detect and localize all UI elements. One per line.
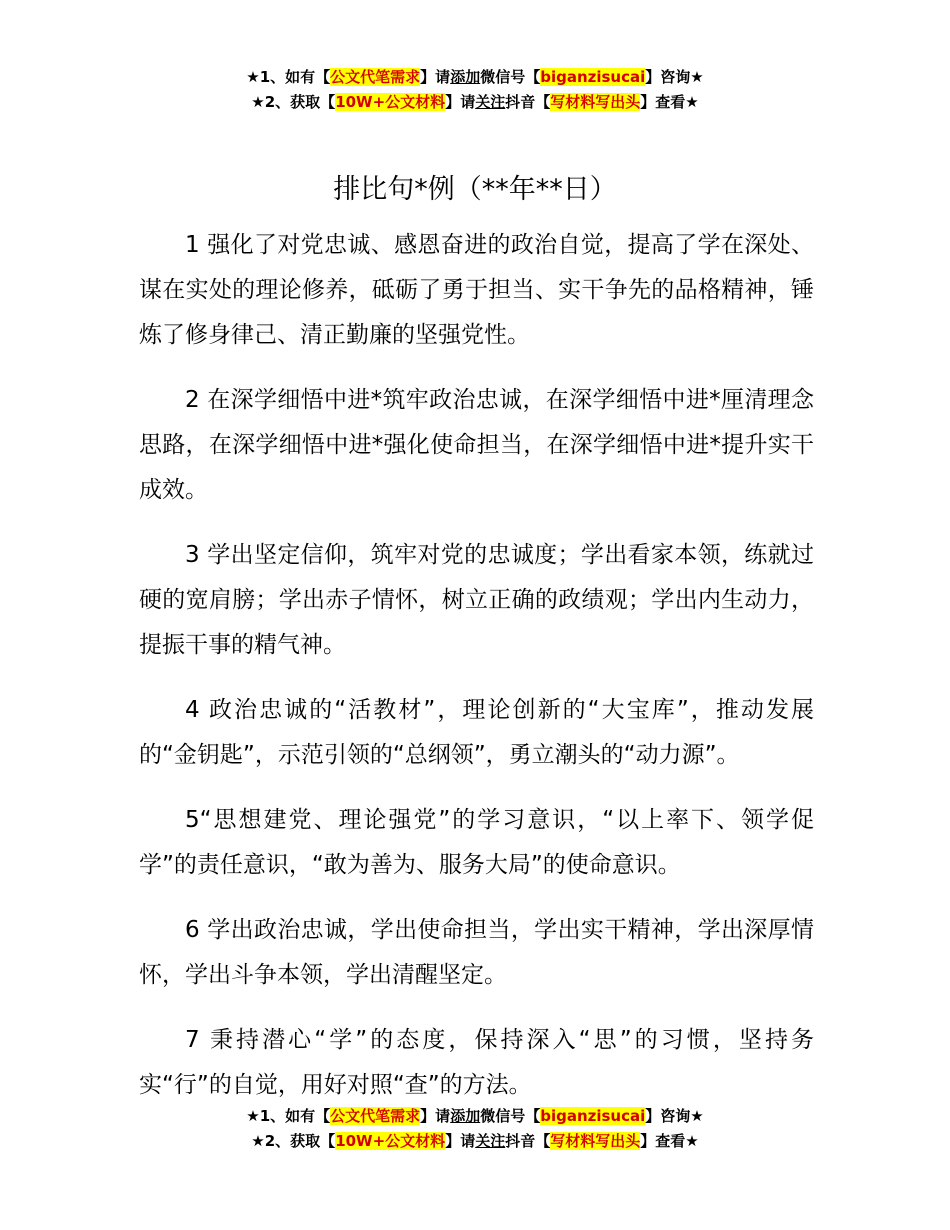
banner-text: 抖音【	[505, 1132, 551, 1150]
highlight-douyin-account: 写材料写出头	[550, 93, 641, 111]
underline-add: 添加	[450, 68, 481, 86]
paragraph-7: 7 秉持潜心“学”的态度，保持深入“思”的习惯，坚持务实“行”的自觉，用好对照“查”的方法。	[139, 1027, 814, 1098]
highlight-wechat-id: biganzisucai	[540, 68, 646, 86]
underline-follow: 关注	[475, 93, 506, 111]
top-banner	[0, 65, 950, 115]
paragraph-4: 4 政治忠诚的“活教材”，理论创新的“大宝库”，推动发展的“金钥匙”，示范引领的“总纲领”，勇立潮头的“动力源”。	[139, 697, 814, 768]
banner-text: ★1、如有【	[246, 1107, 331, 1125]
highlight-materials: 10W+公文材料	[335, 93, 446, 111]
banner-text: 微信号【	[480, 1107, 541, 1125]
highlight-service: 公文代笔需求	[330, 1107, 421, 1125]
banner-text: ★2、获取【	[251, 93, 336, 111]
banner-text: ★1、如有【	[246, 68, 331, 86]
banner-text: ★2、获取【	[251, 1132, 336, 1150]
banner-text: 】请	[445, 1132, 476, 1150]
highlight-service: 公文代笔需求	[330, 68, 421, 86]
paragraph-1: 1 强化了对党忠诚、感恩奋进的政治自觉，提高了学在深处、谋在实处的理论修养，砥砺了勇于担当、实干争先的品格精神，锤炼了修身律己、清正勤廉的坚强党性。	[139, 232, 814, 348]
banner-line-2	[0, 90, 950, 115]
banner-text: 】咨询★	[645, 1107, 704, 1125]
banner-text: 】请	[445, 93, 476, 111]
banner-text: 】请	[420, 68, 451, 86]
banner-text: 】查看★	[640, 93, 699, 111]
paragraph-3: 3 学出坚定信仰，筑牢对党的忠诚度；学出看家本领，练就过硬的宽肩膀；学出赤子情怀，树立正确的政绩观；学出内生动力，提振干事的精气神。	[139, 542, 814, 658]
banner-text: 】请	[420, 1107, 451, 1125]
banner-text: 】查看★	[640, 1132, 699, 1150]
banner-text: 微信号【	[480, 68, 541, 86]
paragraph-6: 6 学出政治忠诚，学出使命担当，学出实干精神，学出深厚情怀，学出斗争本领，学出清醒坚定。	[139, 917, 814, 988]
underline-add: 添加	[450, 1107, 481, 1125]
highlight-wechat-id: biganzisucai	[540, 1107, 646, 1125]
banner-line-2	[0, 1129, 950, 1154]
banner-text: 】咨询★	[645, 68, 704, 86]
paragraph-5: 5“思想建党、理论强党”的学习意识，“以上率下、领学促学”的责任意识，“敢为善为、服务大局”的使命意识。	[139, 807, 814, 878]
bottom-banner	[0, 1104, 950, 1154]
highlight-douyin-account: 写材料写出头	[550, 1132, 641, 1150]
underline-follow: 关注	[475, 1132, 506, 1150]
document-title: 排比句*例（**年**日）	[333, 174, 617, 205]
document-body	[139, 223, 814, 1128]
banner-line-1	[0, 1104, 950, 1129]
banner-line-1	[0, 65, 950, 90]
banner-text: 抖音【	[505, 93, 551, 111]
highlight-materials: 10W+公文材料	[335, 1132, 446, 1150]
paragraph-2: 2 在深学细悟中进*筑牢政治忠诚，在深学细悟中进*厘清理念思路，在深学细悟中进*强化使命担当，在深学细悟中进*提升实干成效。	[139, 387, 814, 503]
